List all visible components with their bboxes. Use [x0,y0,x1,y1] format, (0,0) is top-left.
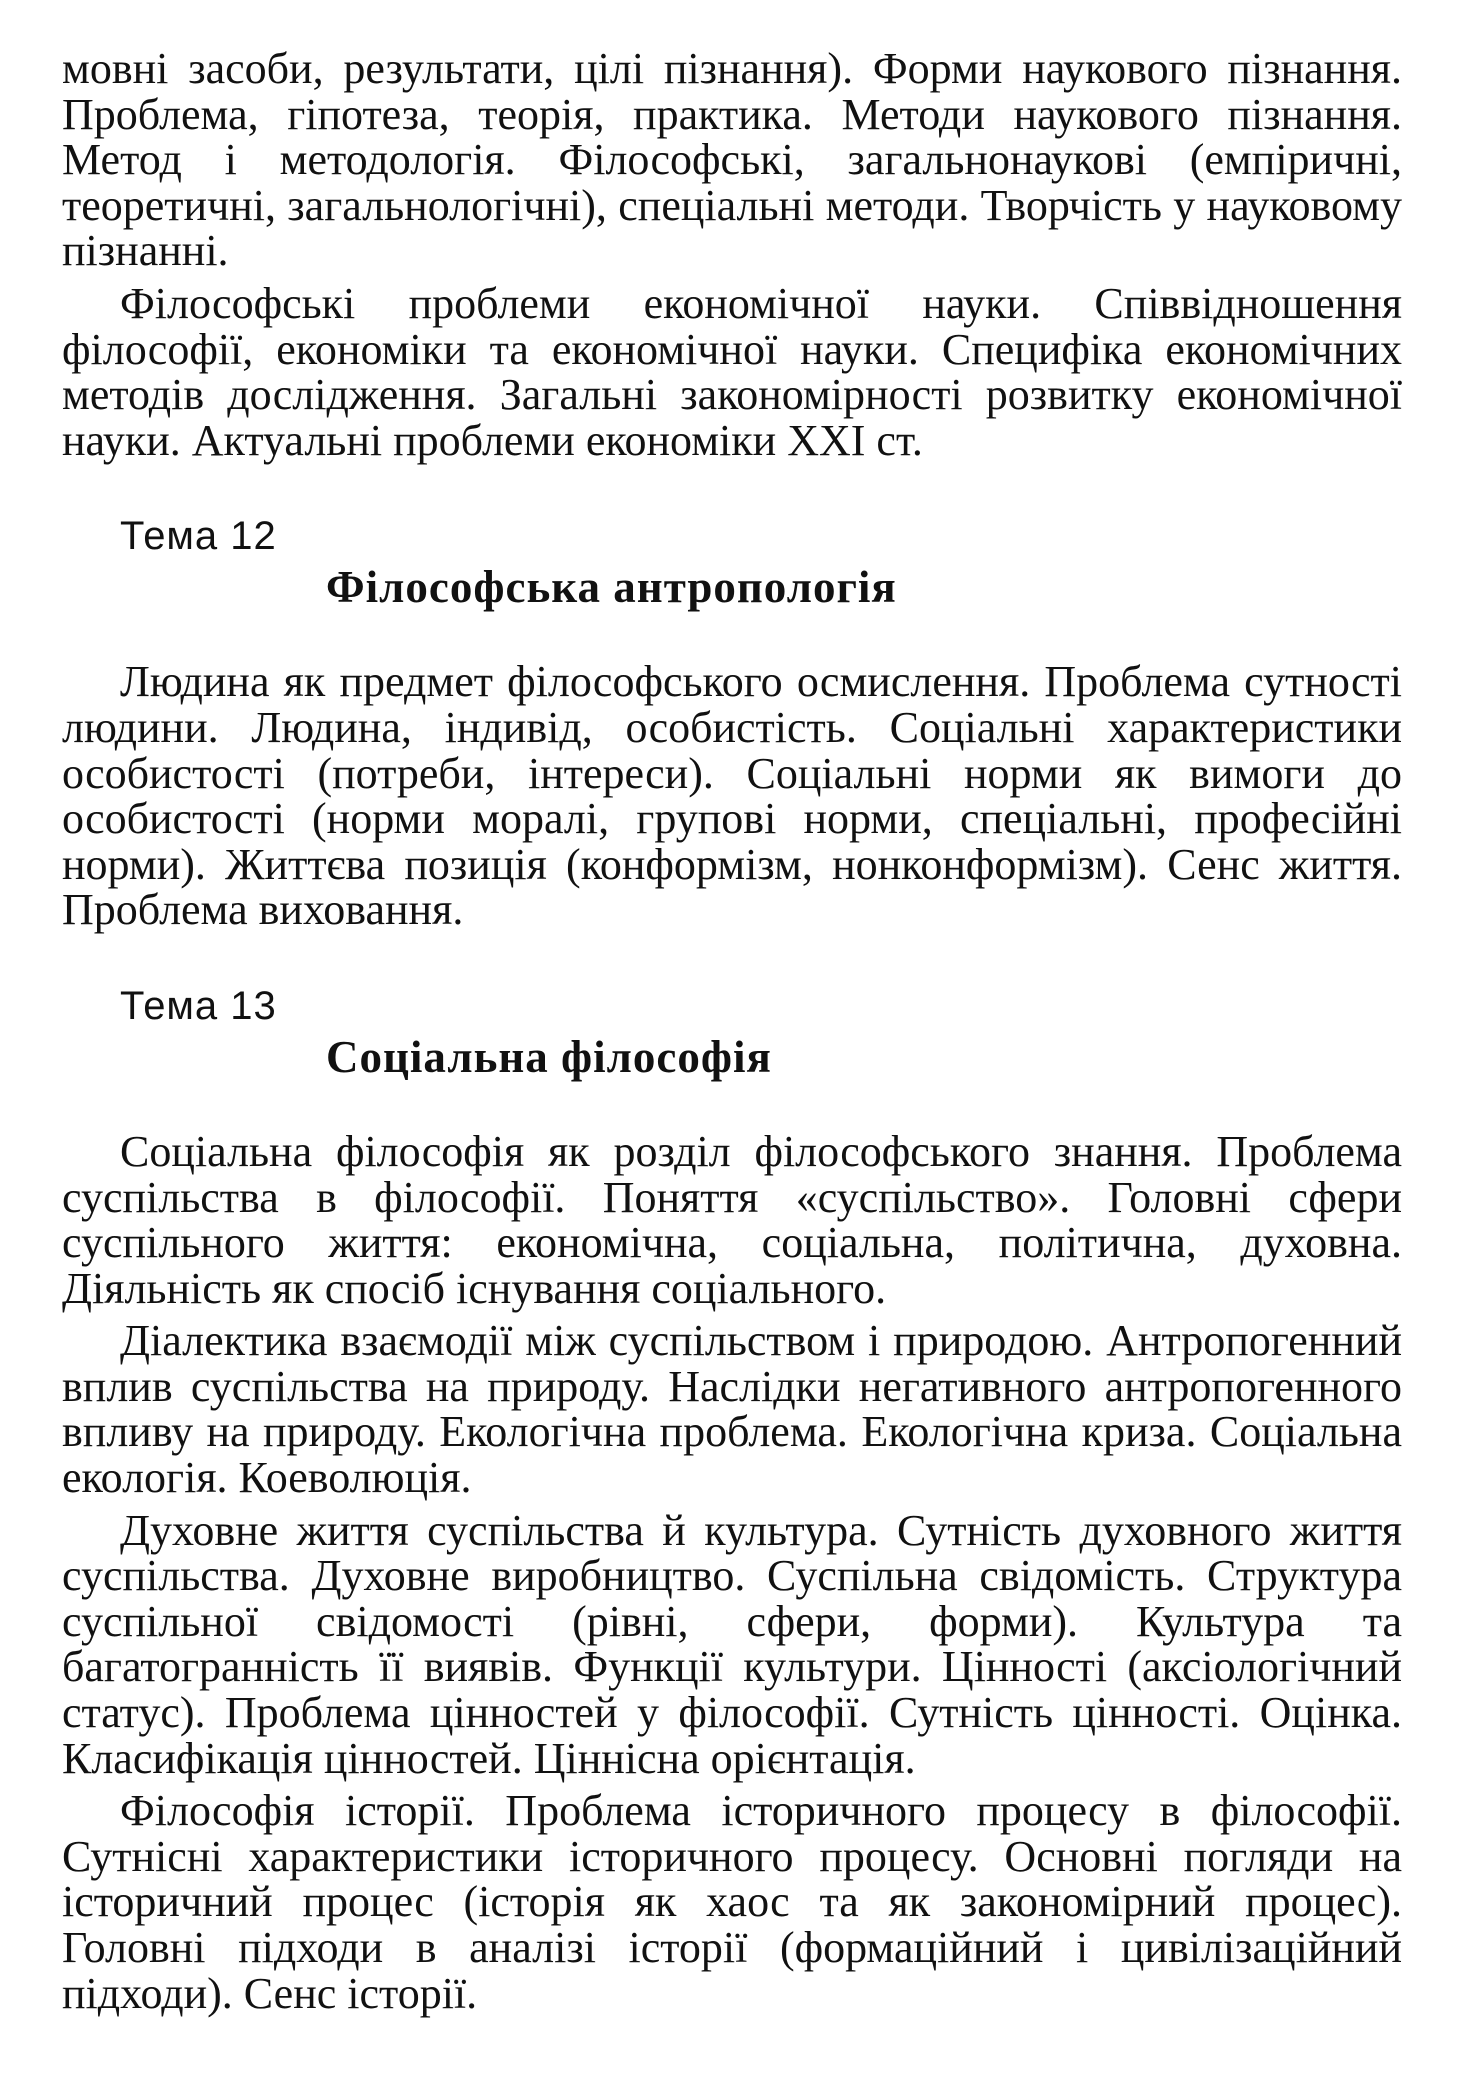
theme-13-paragraph-2: Діалектика взаємодії між суспільством і природою. Антропогенний вплив суспільства на природу. Наслідки негативного антропогенного впливу на природу. Екологічна проблема. Екологічна криза. Соціальна екологія. Коеволюція. [62,1316,1402,1503]
theme-13-title: Соціальна філософія [326,1031,772,1082]
intro-section [62,46,1402,463]
theme-13-paragraph-3: Духовне життя суспільства й культура. Сутність духовного життя суспільства. Духовне виробництво. Суспільна свідомість. Структура суспільної свідомості (рівні, сфери, форми). Культура та багатогранність її виявів. Функції культури. Цінності (аксіологічний статус). Проблема цінностей у філософії. Сутність цінності. Оцінка. Класифікація цінностей. Ціннісна орієнтація. [62,1505,1402,1783]
theme-13-label: Тема 13 [120,983,277,1028]
theme-13-section [62,983,1402,2016]
intro-paragraph-2: Філософські проблеми економічної науки. Співвідношення філософії, економіки та економічної науки. Специфіка економічних методів дослідження. Загальні закономірності розвитку економічної науки. Актуальні проблеми економіки XXI ст. [62,278,1402,465]
theme-12-paragraph-1: Людина як предмет філософського осмислення. Проблема сутності людини. Людина, індивід, особистість. Соціальні характеристики особистості (потреби, інтереси). Соціальні норми як вимоги до особистості (норми моралі, групові норми, спеціальні, професійні норми). Життєва позиція (конформізм, нонконформізм). Сенс життя. Проблема виховання. [62,657,1402,935]
theme-12-label: Тема 12 [120,514,277,559]
document-page [62,46,1402,2023]
theme-12-section [62,513,1402,933]
theme-13-paragraph-1: Соціальна філософія як розділ філософського знання. Проблема суспільства в філософії. Поняття «суспільство». Головні сфери суспільного життя: економічна, соціальна, політична, духовна. Діяльність як спосіб існування соціального. [62,1126,1402,1313]
theme-12-title: Філософська антропологія [326,562,897,613]
theme-13-paragraph-4: Філософія історії. Проблема історичного процесу в філософії. Сутнісні характеристики історичного процесу. Основні погляди на історичний процес (історія як хаос та як закономірний процес). Головні підходи в аналізі історії (формаційний і цивілізаційний підходи). Сенс історії. [62,1786,1402,2018]
intro-paragraph-1: мовні засоби, результати, цілі пізнання). Форми наукового пізнання. Проблема, гіпотеза, теорія, практика. Методи наукового пізнання. Метод і методологія. Філософські, загальнонаукові (емпіричні, теоретичні, загальнологічні), спеціальні методи. Творчість у науковому пізнанні. [62,44,1402,276]
